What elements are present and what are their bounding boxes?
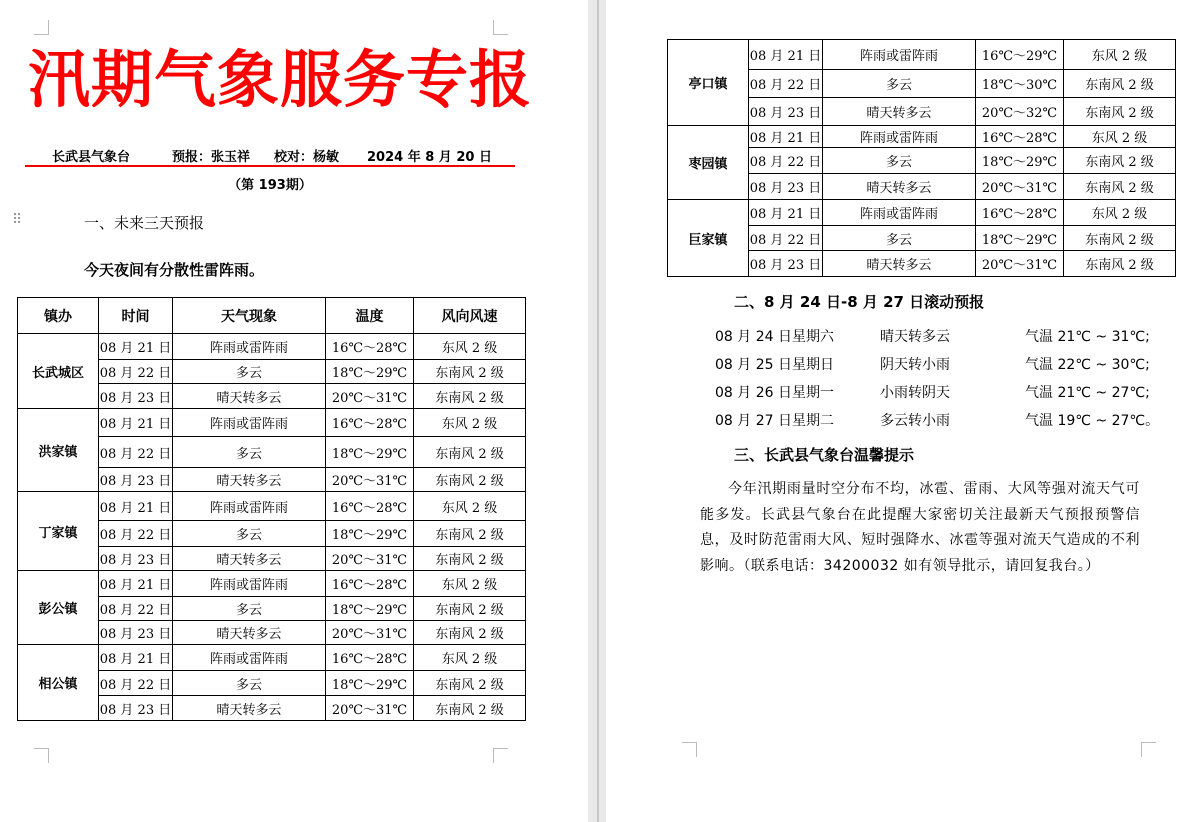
weather-cell: 多云 <box>173 437 326 468</box>
wind-cell: 东南风 2 级 <box>414 360 526 384</box>
weather-cell: 多云 <box>173 521 326 547</box>
town-name: 长武城区 <box>18 334 99 409</box>
date-cell: 08 月 23 日 <box>749 98 823 126</box>
rolling-date: 08 月 26 日星期一 <box>715 385 834 401</box>
crop-mark <box>1141 742 1156 757</box>
column-header: 风向风速 <box>414 298 526 334</box>
temperature-cell: 20℃～31℃ <box>326 696 414 721</box>
wind-cell: 东风 2 级 <box>414 409 526 437</box>
weather-cell: 阵雨或雷阵雨 <box>173 645 326 671</box>
wind-cell: 东南风 2 级 <box>414 437 526 468</box>
wind-cell: 东风 2 级 <box>414 645 526 671</box>
weather-cell: 阵雨或雷阵雨 <box>173 571 326 597</box>
wind-cell: 东南风 2 级 <box>414 621 526 645</box>
wind-cell: 东南风 2 级 <box>1064 251 1176 277</box>
weather-cell: 阵雨或雷阵雨 <box>823 200 976 226</box>
rolling-temperature: 气温 21℃ ~ 31℃; <box>1025 329 1150 345</box>
section-heading: 二、8 月 24 日-8 月 27 日滚动预报 <box>734 293 985 311</box>
column-header: 镇办 <box>18 298 99 334</box>
temperature-cell: 18℃～29℃ <box>326 360 414 384</box>
date-cell: 08 月 21 日 <box>99 645 173 671</box>
wind-cell: 东南风 2 级 <box>414 521 526 547</box>
table-row <box>18 334 526 360</box>
temperature-cell: 20℃～32℃ <box>976 98 1064 126</box>
date-cell: 08 月 23 日 <box>99 384 173 409</box>
forecast-table-continued <box>667 39 1176 277</box>
section-heading: 一、未来三天预报 <box>84 214 205 232</box>
section-heading: 三、长武县气象台温馨提示 <box>734 446 915 464</box>
column-header: 温度 <box>326 298 414 334</box>
date-cell: 08 月 22 日 <box>99 437 173 468</box>
table-row <box>18 492 526 521</box>
wind-cell: 东风 2 级 <box>1064 40 1176 70</box>
date-cell: 08 月 21 日 <box>99 571 173 597</box>
wind-cell: 东南风 2 级 <box>1064 148 1176 174</box>
date-cell: 08 月 21 日 <box>749 126 823 148</box>
checker: 校对：杨敏 <box>274 150 340 165</box>
wind-cell: 东风 2 级 <box>414 571 526 597</box>
weather-cell: 晴天转多云 <box>823 251 976 277</box>
weather-cell: 阵雨或雷阵雨 <box>173 409 326 437</box>
forecaster: 预报：张玉祥 <box>172 150 251 165</box>
table-row <box>18 571 526 597</box>
date-cell: 08 月 23 日 <box>749 251 823 277</box>
temperature-cell: 20℃～31℃ <box>976 251 1064 277</box>
date-cell: 08 月 21 日 <box>99 492 173 521</box>
rolling-weather: 晴天转多云 <box>880 329 950 345</box>
rolling-date: 08 月 27 日星期二 <box>715 413 834 429</box>
weather-cell: 晴天转多云 <box>173 468 326 492</box>
temperature-cell: 20℃～31℃ <box>326 468 414 492</box>
weather-cell: 阵雨或雷阵雨 <box>823 40 976 70</box>
wind-cell: 东南风 2 级 <box>414 671 526 696</box>
warning-text: 今年汛期雨量时空分布不均，冰雹、雷雨、大风等强对流天气可能多发。长武县气象台在此提醒大家密切关注最新天气预报预警信息，及时防范雷雨大风、短时强降水、冰雹等强对流天气造成的不利影响。（联系电话：34200032 如有领导批示，请回复我台。） <box>700 481 1140 574</box>
wind-cell: 东南风 2 级 <box>1064 98 1176 126</box>
temperature-cell: 16℃～29℃ <box>976 40 1064 70</box>
wind-cell: 东南风 2 级 <box>414 597 526 621</box>
weather-cell: 晴天转多云 <box>173 384 326 409</box>
date-cell: 08 月 23 日 <box>749 174 823 200</box>
temperature-cell: 18℃～29℃ <box>976 148 1064 174</box>
forecast-table <box>17 297 526 721</box>
wind-cell: 东南风 2 级 <box>1064 70 1176 98</box>
forecast-summary: 今天夜间有分散性雷阵雨。 <box>84 261 265 279</box>
date-cell: 08 月 23 日 <box>99 696 173 721</box>
temperature-cell: 16℃～28℃ <box>976 200 1064 226</box>
report-title: 汛期气象服务专报 <box>27 43 532 116</box>
weather-cell: 晴天转多云 <box>823 174 976 200</box>
weather-cell: 多云 <box>173 360 326 384</box>
red-rule <box>25 165 515 167</box>
weather-cell: 晴天转多云 <box>173 696 326 721</box>
drag-handle-icon[interactable]: ⠿ <box>12 212 23 228</box>
rolling-temperature: 气温 19℃ ~ 27℃。 <box>1025 413 1160 429</box>
date-cell: 08 月 21 日 <box>99 409 173 437</box>
table-row <box>668 200 1176 226</box>
town-name: 相公镇 <box>18 645 99 721</box>
table-header-row <box>18 298 526 334</box>
column-header: 时间 <box>99 298 173 334</box>
date-cell: 08 月 23 日 <box>99 621 173 645</box>
town-name: 巨家镇 <box>668 200 749 277</box>
date-cell: 08 月 22 日 <box>99 671 173 696</box>
date-cell: 08 月 22 日 <box>99 360 173 384</box>
date-cell: 08 月 21 日 <box>99 334 173 360</box>
wind-cell: 东南风 2 级 <box>1064 174 1176 200</box>
town-name: 洪家镇 <box>18 409 99 492</box>
date-cell: 08 月 22 日 <box>99 597 173 621</box>
document-page-left <box>0 0 588 822</box>
weather-cell: 多云 <box>823 70 976 98</box>
wind-cell: 东南风 2 级 <box>414 384 526 409</box>
issuing-organization: 长武县气象台 <box>52 150 131 165</box>
wind-cell: 东南风 2 级 <box>414 468 526 492</box>
temperature-cell: 16℃～28℃ <box>976 126 1064 148</box>
table-row <box>668 40 1176 70</box>
temperature-cell: 20℃～31℃ <box>326 384 414 409</box>
crop-mark <box>493 748 508 763</box>
weather-cell: 多云 <box>173 597 326 621</box>
crop-mark <box>682 742 697 757</box>
weather-cell: 阵雨或雷阵雨 <box>173 492 326 521</box>
weather-cell: 多云 <box>173 671 326 696</box>
date-cell: 08 月 22 日 <box>99 521 173 547</box>
temperature-cell: 18℃～29℃ <box>326 671 414 696</box>
temperature-cell: 18℃～29℃ <box>326 521 414 547</box>
date-cell: 08 月 23 日 <box>99 547 173 571</box>
weather-cell: 晴天转多云 <box>823 98 976 126</box>
temperature-cell: 16℃～28℃ <box>326 645 414 671</box>
weather-cell: 晴天转多云 <box>173 547 326 571</box>
date-cell: 08 月 22 日 <box>749 148 823 174</box>
temperature-cell: 16℃～28℃ <box>326 334 414 360</box>
wind-cell: 东南风 2 级 <box>414 547 526 571</box>
date-cell: 08 月 22 日 <box>749 226 823 251</box>
wind-cell: 东南风 2 级 <box>414 696 526 721</box>
temperature-cell: 20℃～31℃ <box>326 621 414 645</box>
table-row <box>18 409 526 437</box>
date-cell: 08 月 21 日 <box>749 200 823 226</box>
town-name: 亭口镇 <box>668 40 749 126</box>
weather-cell: 多云 <box>823 148 976 174</box>
wind-cell: 东风 2 级 <box>414 334 526 360</box>
temperature-cell: 16℃～28℃ <box>326 492 414 521</box>
table-row <box>18 645 526 671</box>
rolling-weather: 多云转小雨 <box>880 413 950 429</box>
wind-cell: 东风 2 级 <box>1064 200 1176 226</box>
wind-cell: 东风 2 级 <box>1064 126 1176 148</box>
weather-cell: 阵雨或雷阵雨 <box>173 334 326 360</box>
weather-cell: 阵雨或雷阵雨 <box>823 126 976 148</box>
wind-cell: 东风 2 级 <box>414 492 526 521</box>
temperature-cell: 16℃～28℃ <box>326 409 414 437</box>
rolling-temperature: 气温 22℃ ~ 30℃; <box>1025 357 1150 373</box>
temperature-cell: 16℃～28℃ <box>326 571 414 597</box>
wind-cell: 东南风 2 级 <box>1064 226 1176 251</box>
temperature-cell: 18℃～29℃ <box>326 597 414 621</box>
table-row <box>668 126 1176 148</box>
date-cell: 08 月 21 日 <box>749 40 823 70</box>
page-gutter <box>588 0 606 822</box>
rolling-temperature: 气温 21℃ ~ 27℃; <box>1025 385 1150 401</box>
rolling-date: 08 月 24 日星期六 <box>715 329 834 345</box>
town-name: 枣园镇 <box>668 126 749 200</box>
issue-date: 2024 年 8 月 20 日 <box>367 150 492 165</box>
temperature-cell: 18℃～29℃ <box>976 226 1064 251</box>
temperature-cell: 18℃～30℃ <box>976 70 1064 98</box>
temperature-cell: 18℃～29℃ <box>326 437 414 468</box>
issue-number: （第 193期） <box>228 178 312 193</box>
weather-cell: 晴天转多云 <box>173 621 326 645</box>
rolling-date: 08 月 25 日星期日 <box>715 357 834 373</box>
temperature-cell: 20℃～31℃ <box>326 547 414 571</box>
town-name: 丁家镇 <box>18 492 99 571</box>
rolling-weather: 阴天转小雨 <box>880 357 950 373</box>
rolling-weather: 小雨转阴天 <box>880 385 950 401</box>
column-header: 天气现象 <box>173 298 326 334</box>
town-name: 彭公镇 <box>18 571 99 645</box>
temperature-cell: 20℃～31℃ <box>976 174 1064 200</box>
date-cell: 08 月 23 日 <box>99 468 173 492</box>
weather-cell: 多云 <box>823 226 976 251</box>
crop-mark <box>34 748 49 763</box>
date-cell: 08 月 22 日 <box>749 70 823 98</box>
